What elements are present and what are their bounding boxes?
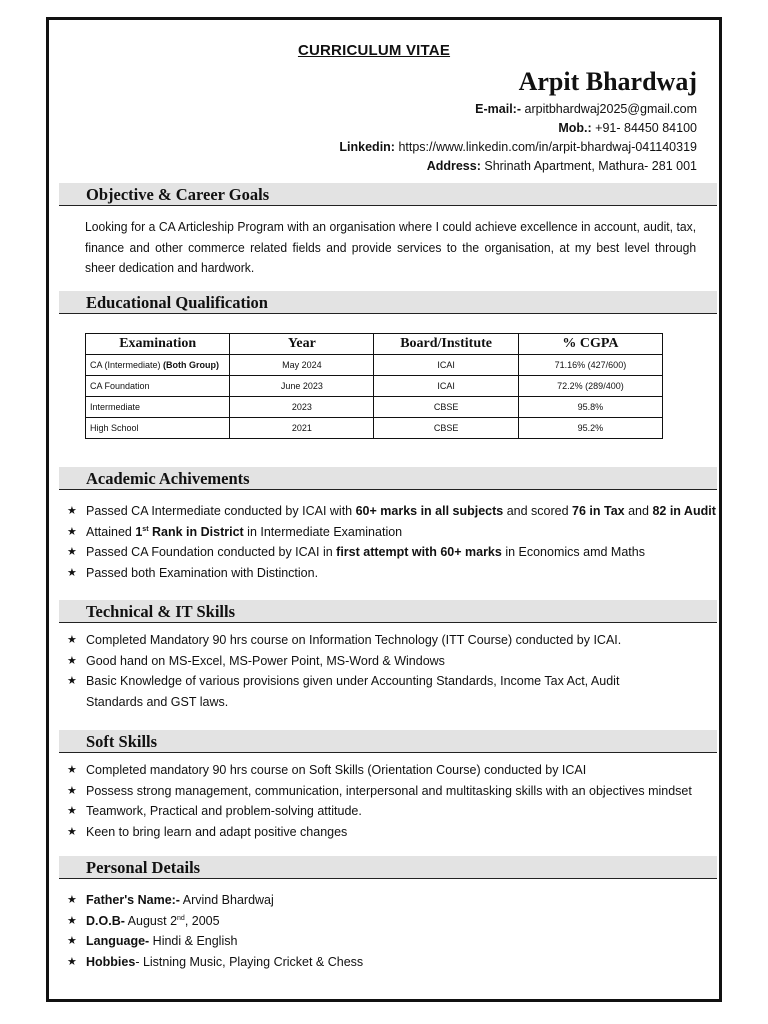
linkedin-line <box>339 138 697 157</box>
table-row <box>86 397 663 418</box>
star-icon: ★ <box>67 935 77 947</box>
document-title: CURRICULUM VITAE <box>297 42 451 59</box>
board-cell: CBSE <box>374 397 519 418</box>
achievements-list <box>67 501 717 583</box>
item-highlight: 60+ marks in all subjects <box>355 504 504 518</box>
email-value[interactable]: arpitbhardwaj2025@gmail.com <box>524 102 697 116</box>
item-highlight: first attempt with 60+ marks <box>336 545 502 559</box>
section-personal-title: Personal Details <box>86 858 201 877</box>
language-value: Hindi & English <box>149 934 238 948</box>
list-item <box>67 651 717 672</box>
item-text: Basic Knowledge of various provisions given under Accounting Standards, Income Tax Act, Audit Standards and GST laws. <box>86 674 620 709</box>
hobbies-label: Hobbies <box>86 954 136 969</box>
star-icon: ★ <box>67 525 77 538</box>
star-icon: ★ <box>67 546 77 558</box>
board-cell: ICAI <box>374 355 519 376</box>
section-technical-title: Technical & IT Skills <box>86 602 236 621</box>
section-education <box>59 291 717 314</box>
score-cell: 72.2% (289/400) <box>518 376 662 397</box>
item-highlight: 82 in Audit <box>652 504 716 518</box>
star-icon: ★ <box>67 505 77 517</box>
list-item <box>67 542 717 563</box>
star-icon: ★ <box>67 914 77 927</box>
soft-skills-list <box>67 760 717 842</box>
technical-list <box>67 630 717 712</box>
list-item <box>67 801 717 822</box>
item-text: Keen to bring learn and adapt positive changes <box>86 824 348 839</box>
board-cell: CBSE <box>374 418 519 439</box>
section-objective <box>59 183 717 206</box>
linkedin-label: Linkedin: <box>339 140 395 154</box>
item-text: Attained <box>86 524 136 539</box>
list-item <box>67 671 666 712</box>
list-item <box>67 890 717 911</box>
item-text: Passed CA Foundation conducted by ICAI in <box>86 545 337 559</box>
star-icon: ★ <box>67 764 77 776</box>
star-icon: ★ <box>67 784 77 797</box>
linkedin-link[interactable]: https://www.linkedin.com/in/arpit-bhardwaj-041140319 <box>398 140 697 154</box>
candidate-name: Arpit Bhardwaj <box>518 67 697 96</box>
item-text: Possess strong management, communication, interpersonal and multitasking skills with an objectives mindset <box>86 783 692 798</box>
exam-cell: High School <box>86 418 230 439</box>
item-highlight: 76 in Tax <box>572 504 625 518</box>
table-row <box>86 355 663 376</box>
item-text: Good hand on MS-Excel, MS-Power Point, MS-Word & Windows <box>86 653 445 668</box>
board-cell: ICAI <box>374 376 519 397</box>
list-item <box>67 501 717 522</box>
language-label: Language- <box>86 934 150 948</box>
column-header: Examination <box>86 334 230 355</box>
dob-label: D.O.B- <box>86 913 125 928</box>
table-header-row <box>86 334 663 355</box>
item-highlight: Rank in District <box>148 524 244 539</box>
dob-year: , 2005 <box>184 913 220 928</box>
exam-cell: Intermediate <box>86 397 230 418</box>
list-item <box>67 822 717 843</box>
address-line <box>339 157 697 176</box>
column-header: Year <box>230 334 374 355</box>
item-text: in Economics amd Maths <box>501 545 645 559</box>
star-icon: ★ <box>67 805 77 817</box>
star-icon: ★ <box>67 675 77 687</box>
section-soft-skills <box>59 730 717 753</box>
ordinal-suffix: nd <box>177 914 185 922</box>
section-technical <box>59 600 717 623</box>
item-text: Teamwork, Practical and problem-solving attitude. <box>86 804 362 818</box>
section-objective-title: Objective & Career Goals <box>86 185 270 204</box>
table-row <box>86 376 663 397</box>
star-icon: ★ <box>67 654 77 667</box>
objective-paragraph: Looking for a CA Articleship Program with an organisation where I could achieve excellence in account, audit, tax, finance and other commerce related fields and provide services to the organisation, at my best level through sheer dedication and hardwork. <box>85 220 697 275</box>
star-icon: ★ <box>67 894 77 906</box>
list-item <box>67 952 717 973</box>
score-cell: 71.16% (427/600) <box>518 355 662 376</box>
cv-page-frame <box>46 17 722 1002</box>
item-text: Passed both Examination with Distinction. <box>86 565 319 580</box>
mobile-value: +91- 84450 84100 <box>595 121 697 135</box>
list-item <box>67 522 717 543</box>
section-personal <box>59 856 717 879</box>
mobile-label: Mob.: <box>558 121 592 135</box>
year-cell: 2023 <box>230 397 374 418</box>
item-text: Completed mandatory 90 hrs course on Soft Skills (Orientation Course) conducted by ICAI <box>86 763 587 777</box>
item-highlight: 1 <box>135 524 143 539</box>
table-row <box>86 418 663 439</box>
section-soft-skills-title: Soft Skills <box>86 732 158 751</box>
personal-details-list <box>67 890 717 972</box>
item-text: Passed CA Intermediate conducted by ICAI with <box>86 504 356 518</box>
column-header: % CGPA <box>518 334 662 355</box>
star-icon: ★ <box>67 955 77 968</box>
section-achievements <box>59 467 717 490</box>
list-item <box>67 781 717 802</box>
list-item <box>67 911 717 932</box>
column-header: Board/Institute <box>374 334 519 355</box>
star-icon: ★ <box>67 634 77 646</box>
education-table <box>85 333 663 439</box>
exam-note: (Both Group) <box>163 360 220 370</box>
exam-cell <box>86 355 230 376</box>
hobbies-value: - Listning Music, Playing Cricket & Chess <box>135 954 364 969</box>
star-icon: ★ <box>67 566 77 579</box>
list-item <box>67 630 717 651</box>
item-text: in Intermediate Examination <box>243 524 403 539</box>
item-text: Completed Mandatory 90 hrs course on Information Technology (ITT Course) conducted by ICAI. <box>86 633 622 647</box>
list-item <box>67 563 717 584</box>
email-line <box>339 100 697 119</box>
section-education-title: Educational Qualification <box>86 293 268 312</box>
section-achievements-title: Academic Achivements <box>86 469 250 488</box>
address-value: Shrinath Apartment, Mathura- 281 001 <box>484 159 697 173</box>
dob-value: August 2 <box>124 913 178 928</box>
ordinal-suffix: st <box>142 525 149 533</box>
star-icon: ★ <box>67 825 77 838</box>
list-item <box>67 760 717 781</box>
contact-header <box>339 66 697 176</box>
score-cell: 95.2% <box>518 418 662 439</box>
exam-cell: CA Foundation <box>86 376 230 397</box>
year-cell: 2021 <box>230 418 374 439</box>
address-label: Address: <box>426 159 481 173</box>
year-cell: June 2023 <box>230 376 374 397</box>
item-text: and scored <box>503 504 573 518</box>
mobile-line <box>339 119 697 138</box>
year-cell: May 2024 <box>230 355 374 376</box>
email-label: E-mail:- <box>475 102 522 116</box>
exam-name: CA (Intermediate) <box>90 360 161 370</box>
score-cell: 95.8% <box>518 397 662 418</box>
father-value: Arvind Bhardwaj <box>179 893 274 907</box>
item-text: and <box>624 504 653 518</box>
list-item <box>67 931 717 952</box>
father-label: Father's Name:- <box>86 893 180 907</box>
